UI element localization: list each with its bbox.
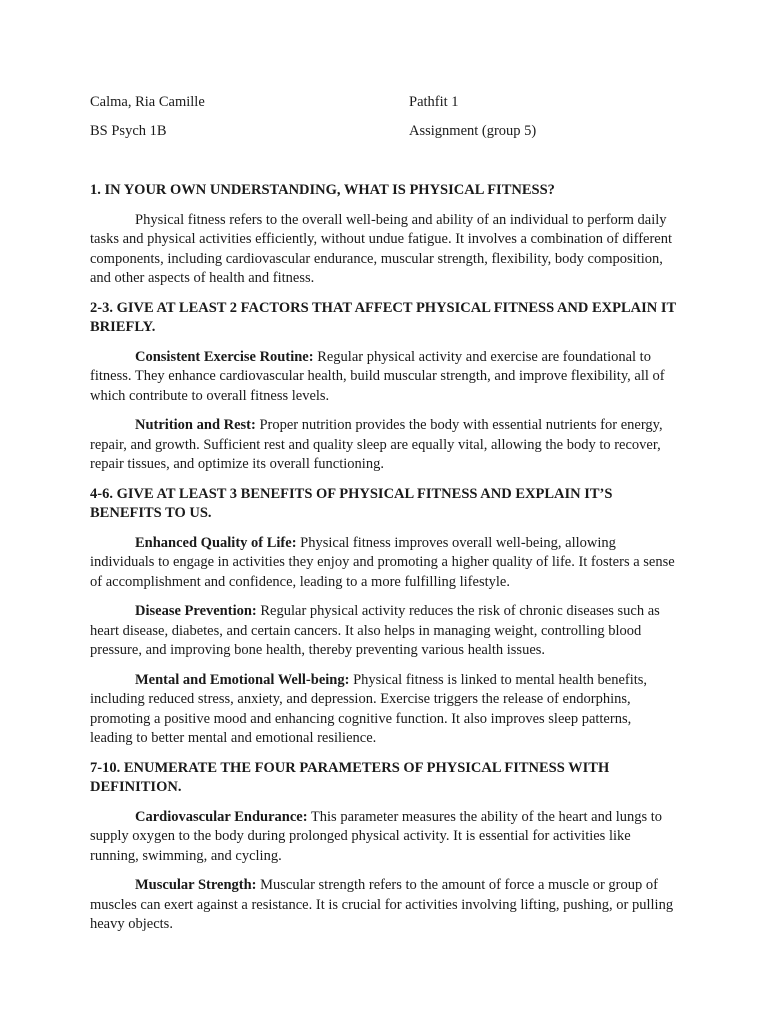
student-section: BS Psych 1B bbox=[90, 123, 167, 139]
factor-term: Consistent Exercise Routine: bbox=[135, 348, 314, 365]
question-1-heading: 1. IN YOUR OWN UNDERSTANDING, WHAT IS PHYSICAL FITNESS? bbox=[90, 182, 555, 198]
parameter-text: Muscular strength refers to the amount of force a muscle or group of muscles can exert against a resistance. It is crucial for activities involving lifting, pushing, or pulling heavy objects. bbox=[90, 877, 674, 932]
factor-text: Regular physical activity and exercise are foundational to fitness. They enhance cardiovascular health, build muscular strength, and improve flexibility, all of which contribute to overall fitness levels. bbox=[90, 348, 665, 404]
benefit-paragraph bbox=[90, 602, 676, 661]
question-2-heading: 2-3. GIVE AT LEAST 2 FACTORS THAT AFFECT PHYSICAL FITNESS AND EXPLAIN IT BRIEFLY. bbox=[90, 299, 676, 335]
course-name: Pathfit 1 bbox=[409, 94, 459, 110]
benefit-text: Physical fitness is linked to mental health benefits, including reduced stress, anxiety, and depression. Exercise triggers the release of endorphins, promoting a positive mood and enhancing cognitive function. It also improves sleep patterns, leading to better mental and emotional resilience. bbox=[90, 671, 648, 746]
parameter-term: Muscular Strength: bbox=[135, 877, 257, 893]
parameter-paragraph bbox=[90, 808, 676, 867]
question-3-heading: 4-6. GIVE AT LEAST 3 BENEFITS OF PHYSICAL FITNESS AND EXPLAIN IT’S BENEFITS TO US. bbox=[90, 485, 613, 521]
benefit-term: Enhanced Quality of Life: bbox=[135, 534, 297, 551]
assignment-label: Assignment (group 5) bbox=[409, 123, 537, 139]
parameter-term: Cardiovascular Endurance: bbox=[135, 808, 308, 825]
benefit-paragraph bbox=[90, 534, 676, 593]
parameter-text: This parameter measures the ability of the heart and lungs to supply oxygen to the body during prolonged physical activity. It is essential for activities like running, swimming, and cycling. bbox=[90, 808, 663, 864]
factor-paragraph bbox=[90, 416, 676, 475]
student-name: Calma, Ria Camille bbox=[90, 94, 205, 110]
benefit-term: Disease Prevention: bbox=[135, 603, 257, 619]
benefit-paragraph bbox=[90, 671, 676, 749]
benefit-term: Mental and Emotional Well-being: bbox=[135, 671, 350, 688]
factor-term: Nutrition and Rest: bbox=[135, 417, 256, 433]
document-body bbox=[90, 181, 676, 945]
question-4-heading: 7-10. ENUMERATE THE FOUR PARAMETERS OF PHYSICAL FITNESS WITH DEFINITION. bbox=[90, 759, 610, 795]
factor-text: Proper nutrition provides the body with essential nutrients for energy, repair, and growth. Sufficient rest and quality sleep are equally vital, allowing the body to recover, repair tissues, and optimize its overall functioning. bbox=[90, 417, 663, 472]
benefit-text: Physical fitness improves overall well-being, allowing individuals to engage in activities they enjoy and promoting a higher quality of life. It fosters a sense of accomplishment and confidence, leading to a more fulfilling lifestyle. bbox=[90, 534, 675, 590]
parameter-paragraph bbox=[90, 876, 676, 935]
question-1-answer: Physical fitness refers to the overall well-being and ability of an individual to perform daily tasks and physical activities efficiently, without undue fatigue. It involves a combination of different components, including cardiovascular endurance, muscular strength, flexibility, body composition, and other aspects of health and fitness. bbox=[90, 211, 672, 286]
factor-paragraph bbox=[90, 348, 676, 407]
benefit-text: Regular physical activity reduces the risk of chronic diseases such as heart disease, diabetes, and certain cancers. It also helps in managing weight, controlling blood pressure, and improving bone health, thereby preventing various health issues. bbox=[90, 603, 660, 658]
